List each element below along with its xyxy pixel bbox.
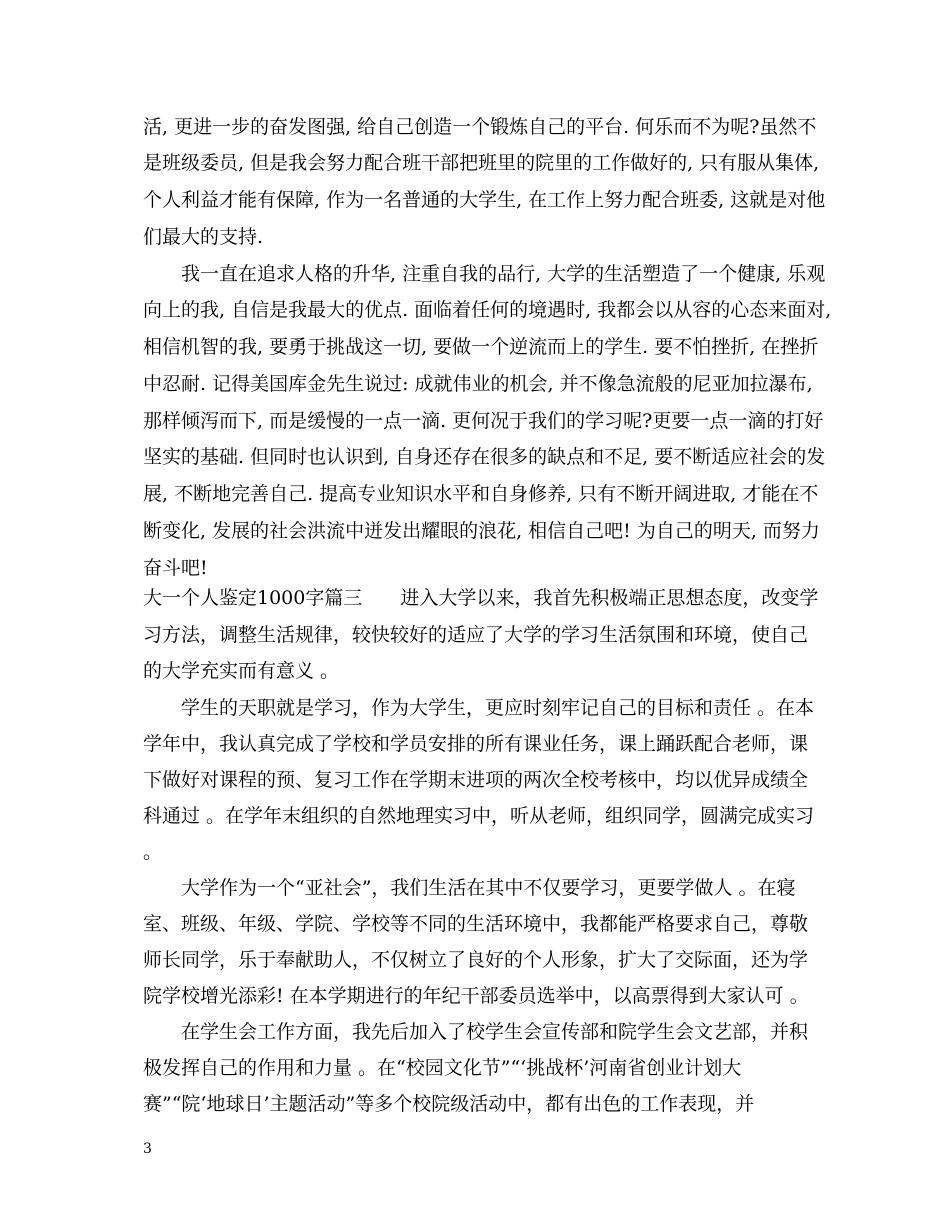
text-line: 相信机智的我, 要勇于挑战这一切, 要做一个逆流而上的学生. 要不怕挫折, 在挫折 (143, 336, 819, 358)
text-line: 断变化, 发展的社会洪流中迸发出耀眼的浪花, 相信自己吧! 为自己的明天, 而努力 (143, 520, 820, 542)
text-line: 室、班级、年级、学院、学校等不同的生活环境中，我都能严格要求自己，尊敬 (143, 913, 809, 935)
text-line: 向上的我, 自信是我最大的优点. 面临着任何的境遇时, 我都会以从容的心态来面对, (143, 299, 832, 321)
text-line: 是班级委员, 但是我会努力配合班干部把班里的院里的工作做好的, 只有服从集体, (143, 152, 820, 174)
text-line: 展, 不断地完善自己. 提高专业知识水平和自身修养, 只有不断开阔进取, 才能在不 (143, 483, 819, 505)
text-line: 奋斗吧! (143, 557, 208, 579)
text-line: 们最大的支持. (143, 226, 264, 248)
paragraph-first-line: 在学生会工作方面，我先后加入了校学生会宣传部和院学生会文艺部，并积 (181, 1021, 809, 1043)
text-line: 习方法，调整生活规律，较快较好的适应了大学的学习生活氛围和环境，使自己 (143, 624, 809, 646)
text-line: 坚实的基础. 但同时也认识到, 自身还存在很多的缺点和不足, 要不断适应社会的发 (143, 446, 826, 468)
text-line: 。 (143, 841, 163, 863)
text-line: 那样倾泻而下, 而是缓慢的一点一滴. 更何况于我们的学习呢?更要一点一滴的打好 (143, 410, 824, 432)
text-line: 中忍耐. 记得美国库金先生说过: 成就伟业的机会, 并不像急流般的尼亚加拉瀑布, (143, 373, 813, 395)
text-line: 科通过 。在学年末组织的自然地理实习中，听从老师，组织同学，圆满完成实习 (143, 805, 815, 827)
text-line: 学年中，我认真完成了学校和学员安排的所有课业任务，课上踊跃配合老师，课 (143, 733, 809, 755)
section-heading-line: 大一个人鉴定1000字篇三 进入大学以来，我首先积极端正思想态度，改变学 (143, 587, 819, 609)
paragraph-first-line: 我一直在追求人格的升华, 注重自我的品行, 大学的生活塑造了一个健康, 乐观 (181, 263, 826, 285)
text-line: 赛”“院‘地球日’主题活动”等多个校院级活动中，都有出色的工作表现，并 (143, 1093, 755, 1115)
text-line: 的大学充实而有意义 。 (143, 660, 340, 682)
text-line: 院学校增光添彩! 在本学期进行的年纪干部委员选举中，以高票得到大家认可 。 (143, 985, 809, 1007)
text-line: 个人利益才能有保障, 作为一名普通的大学生, 在工作上努力配合班委, 这就是对他 (143, 189, 826, 211)
text-line: 活, 更进一步的奋发图强, 给自己创造一个锻炼自己的平台. 何乐而不为呢?虽然不 (143, 116, 817, 138)
text-line: 师长同学，乐于奉献助人，不仅树立了良好的个人形象，扩大了交际面，还为学 (143, 949, 809, 971)
text-line: 下做好对课程的预、复习工作在学期末进项的两次全校考核中，均以优异成绩全 (143, 769, 809, 791)
paragraph-first-line: 大学作为一个“亚社会”，我们生活在其中不仅要学习，更要学做人 。在寝 (181, 877, 796, 899)
text-line: 极发挥自己的作用和力量 。在“校园文化节”“‘挑战杯’河南省创业计划大 (143, 1057, 742, 1079)
page-number: 3 (143, 1141, 152, 1157)
paragraph-first-line: 学生的天职就是学习，作为大学生，更应时刻牢记自己的目标和责任 。在本 (181, 697, 815, 719)
